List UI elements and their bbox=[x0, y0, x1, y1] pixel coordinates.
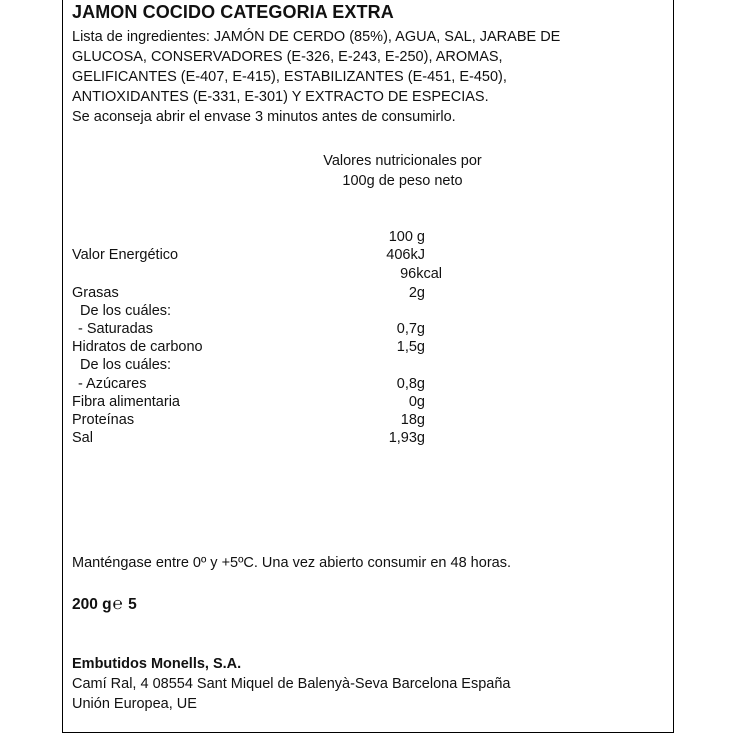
nutrition-label-energy: Valor Energético bbox=[72, 247, 179, 263]
nutrition-header-line2: 100g de peso neto bbox=[342, 173, 463, 189]
product-title: JAMON COCIDO CATEGORIA EXTRA bbox=[72, 2, 394, 22]
nutrition-value-protein: 18g bbox=[400, 412, 425, 428]
nutrition-header bbox=[300, 151, 505, 191]
nutrition-value-fibre: 0g bbox=[408, 394, 425, 410]
nutrition-label-of-which: De los cuáles: bbox=[80, 357, 172, 373]
opening-advice: Se aconseja abrir el envase 3 minutos antes de consumirlo. bbox=[72, 109, 456, 125]
nutrition-label-sugars: - Azúcares bbox=[78, 376, 147, 392]
nutrition-value-fat: 2g bbox=[408, 285, 425, 301]
ingredients-line: GELIFICANTES (E-407, E-415), ESTABILIZANTES (E-451, E-450), bbox=[72, 69, 507, 85]
lot-number: 5 bbox=[128, 596, 137, 613]
nutrition-header-line1: Valores nutricionales por bbox=[323, 153, 482, 169]
net-weight-amount: 200 g bbox=[72, 596, 112, 613]
nutrition-value-saturates: 0,7g bbox=[396, 321, 425, 337]
nutrition-value-salt: 1,93g bbox=[388, 430, 425, 446]
company-name: Embutidos Monells, S.A. bbox=[72, 656, 242, 672]
storage-instructions: Manténgase entre 0º y +5ºC. Una vez abierto consumir en 48 horas. bbox=[72, 555, 511, 571]
nutrition-value-sugars: 0,8g bbox=[396, 376, 425, 392]
company-region: Unión Europea, UE bbox=[72, 696, 197, 712]
ingredients-line: Lista de ingredientes: JAMÓN DE CERDO (85%), AGUA, SAL, JARABE DE bbox=[72, 29, 561, 45]
ingredients-block bbox=[72, 27, 560, 127]
company-address: Camí Ral, 4 08554 Sant Miquel de Balenyà-Seva Barcelona España bbox=[72, 676, 511, 692]
ingredients-line: ANTIOXIDANTES (E-331, E-301) Y EXTRACTO DE ESPECIAS. bbox=[72, 89, 489, 105]
nutrition-label-of-which: De los cuáles: bbox=[80, 303, 172, 319]
nutrition-label-fibre: Fibra alimentaria bbox=[72, 394, 180, 410]
nutrition-value-energy-kcal: 96kcal bbox=[400, 266, 442, 282]
nutrition-label-saturates: - Saturadas bbox=[78, 321, 153, 337]
estimated-sign-icon: ℮ bbox=[112, 594, 123, 613]
net-weight bbox=[72, 594, 137, 615]
nutrition-label-salt: Sal bbox=[72, 430, 93, 446]
nutrition-column-header: 100 g bbox=[388, 229, 425, 245]
nutrition-label-protein: Proteínas bbox=[72, 412, 135, 428]
nutrition-label-carbohydrates: Hidratos de carbono bbox=[72, 339, 203, 355]
ingredients-line: GLUCOSA, CONSERVADORES (E-326, E-243, E-250), AROMAS, bbox=[72, 49, 503, 65]
nutrition-value-energy-kj: 406kJ bbox=[386, 247, 425, 263]
nutrition-value-carbohydrates: 1,5g bbox=[396, 339, 425, 355]
nutrition-label-fat: Grasas bbox=[72, 285, 119, 301]
